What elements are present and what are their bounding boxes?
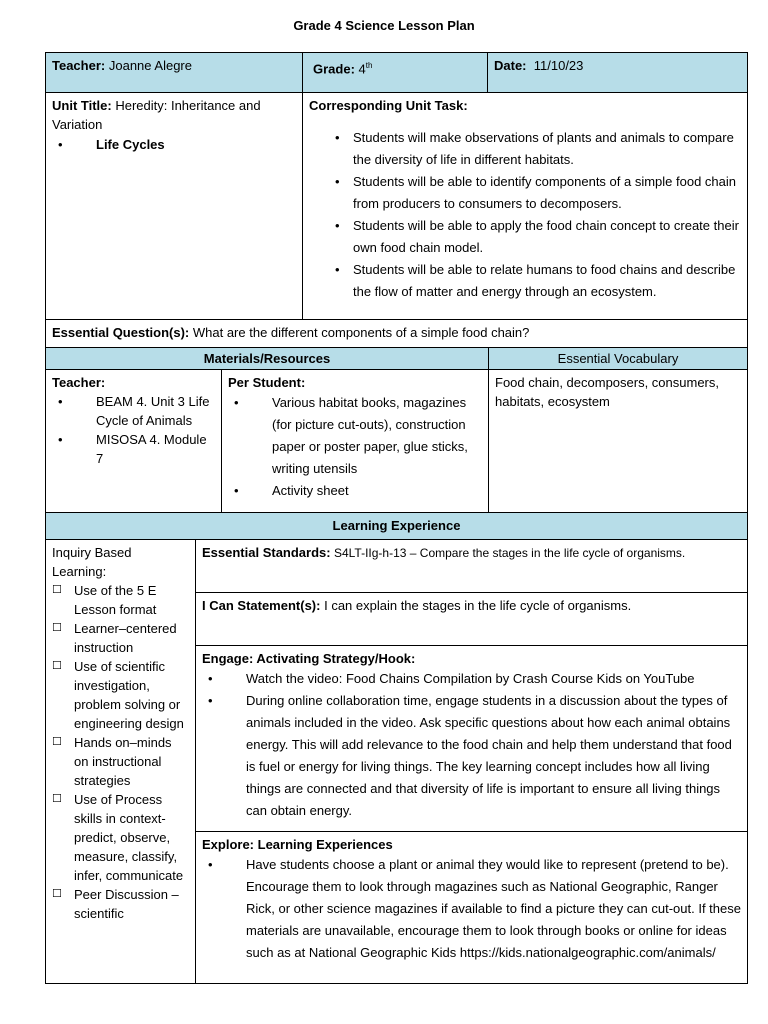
unit-title-value: Heredity: Inheritance and Variation [52,98,261,132]
teacher-materials-label: Teacher: [52,375,106,390]
grade-cell [302,52,488,93]
engage-label: Engage: Activating Strategy/Hook: [202,651,416,666]
unit-subitem: • Life Cycles [52,135,296,154]
engage-item: • Watch the video: Food Chains Compilation by Crash Course Kids on YouTube [202,668,741,690]
essential-question-cell [45,319,748,348]
inquiry-label: Inquiry Based Learning: [52,545,132,579]
ican-cell [195,592,748,646]
teacher-value: Joanne Alegre [108,58,192,73]
ican-label: I Can Statement(s): [202,598,321,613]
unit-task-item: • Students will make observations of plants and animals to compare the diversity of life in different habitats. [309,127,741,171]
student-material-item: • Various habitat books, magazines (for picture cut-outs), construction paper or poster paper, glue sticks, writing utensils [228,392,482,480]
explore-item: • Have students choose a plant or animal they would like to represent (pretend to be). Encourage them to look through magazines such as National Geographic, Ranger Rick, or other science magazines if available to find a picture they can cut-out. If these materials are unavailable, encourage them to look through books or online for ideas such as at National Geographic Kids https://kids.nationalgeographic.com/animals/ [202,854,741,964]
unit-task-label: Corresponding Unit Task: [309,98,468,113]
unit-title-label: Unit Title: [52,98,112,113]
inquiry-item: ☐ Hands on–minds on instructional strategies [52,733,189,790]
inquiry-item: ☐ Peer Discussion – scientific [52,885,189,923]
unit-task-item: • Students will be able to identify components of a simple food chain from producers to consumers to decomposers. [309,171,741,215]
inquiry-item: ☐ Use of scientific investigation, problem solving or engineering design [52,657,189,733]
unit-task-item: • Students will be able to relate humans to food chains and describe the flow of matter and energy through an ecosystem. [309,259,741,303]
essential-question-label: Essential Question(s): [52,325,190,340]
unit-task-cell [302,92,748,320]
document-title: Grade 4 Science Lesson Plan [293,18,475,33]
student-materials-label: Per Student: [228,375,306,390]
vocab-value: Food chain, decomposers, consumers, habitats, ecosystem [495,375,719,409]
materials-heading: Materials/Resources [45,347,489,370]
date-value: 11/10/23 [533,58,584,73]
inquiry-item: ☐ Use of the 5 E Lesson format [52,581,189,619]
date-label: Date: [494,58,527,73]
teacher-material-item: • BEAM 4. Unit 3 Life Cycle of Animals [52,392,215,430]
teacher-label: Teacher: [52,58,106,73]
vocab-heading: Essential Vocabulary [488,347,748,370]
engage-cell [195,645,748,832]
teacher-materials-cell [45,369,222,513]
explore-label: Explore: Learning Experiences [202,837,393,852]
inquiry-item: ☐ Learner–centered instruction [52,619,189,657]
standards-value: S4LT-IIg-h-13 – Compare the stages in the life cycle of organisms. [333,546,686,560]
inquiry-cell [45,539,196,984]
standards-cell [195,539,748,593]
engage-item: • During online collaboration time, engage students in a discussion about the types of animals included in the video. Ask specific questions about how each animal obtains energy. This will add relevance to the food chain and help them understand that food is fuel or energy for living things. The key learning concept includes how all living things are connected and that diversity of life is important to ensure all living things can obtain energy. [202,690,741,822]
unit-title-cell [45,92,303,320]
explore-cell [195,831,748,984]
student-materials-cell [221,369,489,513]
unit-task-item: • Students will be able to apply the food chain concept to create their own food chain model. [309,215,741,259]
grade-value: 4 [358,61,366,77]
vocab-cell [488,369,748,513]
standards-label: Essential Standards: [202,545,331,560]
ican-value: I can explain the stages in the life cycle of organisms. [324,598,632,613]
student-material-item: • Activity sheet [228,480,482,502]
date-cell [487,52,748,93]
grade-label: Grade: [313,61,355,77]
learning-heading: Learning Experience [45,512,748,540]
essential-question-value: What are the different components of a simple food chain? [192,325,530,340]
teacher-cell [45,52,303,93]
grade-suffix: th [365,61,373,70]
teacher-material-item: • MISOSA 4. Module 7 [52,430,215,468]
inquiry-item: ☐ Use of Process skills in context- predict, observe, measure, classify, infer, communicate [52,790,189,885]
